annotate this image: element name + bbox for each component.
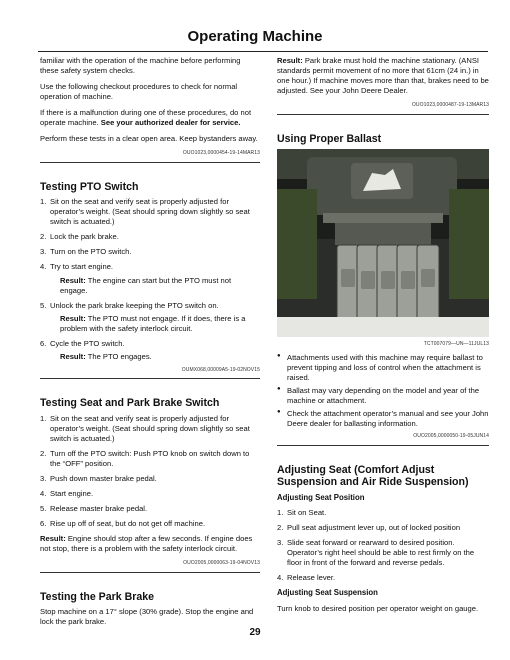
- seat-brake-steps-list: [40, 414, 260, 529]
- reference-code: OUO1023,0000454-19-14MAR13: [182, 150, 260, 157]
- section-heading-ballast: Using Proper Ballast: [277, 132, 382, 145]
- section-divider: [277, 445, 489, 446]
- section-heading-seat-brake: Testing Seat and Park Brake Switch: [40, 397, 220, 410]
- seat-suspension-text: Turn knob to desired position per operator weight on gauge.: [277, 603, 479, 613]
- subheading-seat-suspension: Adjusting Seat Suspension: [277, 588, 378, 598]
- section-heading-pto: Testing PTO Switch: [40, 180, 139, 193]
- intro-warning-text: If there is a malfunction during one of these procedures, do not operate machine.: [40, 108, 252, 128]
- image-reference-code: TCT007079—UN—11JUL13: [423, 341, 489, 348]
- list-item: 1. Sit on the seat and verify seat is properly adjusted for operator’s weight. (Seat should spring down slightly so seat switch is actuated.): [40, 413, 250, 443]
- list-item: ● Check the attachment operator’s manual and see your John Deere dealer for ballasting information.: [277, 409, 489, 429]
- list-item: 3. Push down master brake pedal.: [40, 473, 157, 483]
- list-item: 4. Try to start engine. Result: The engine can start but the PTO must not engage.: [40, 262, 260, 295]
- park-brake-text: Stop machine on a 17° slope (30% grade). Stop the engine and lock the park brake.: [40, 607, 254, 627]
- section-heading-seat: Adjusting Seat (Comfort Adjust Suspension and Air Ride Suspension): [277, 463, 469, 489]
- ballast-bullet-list: [277, 353, 489, 429]
- intro-paragraph-4: Perform these tests in a clear open area. Keep bystanders away.: [40, 134, 258, 144]
- list-item: 3. Turn on the PTO switch.: [40, 247, 132, 257]
- intro-paragraph-2: Use the following checkout procedures to check for normal operation of machine.: [40, 82, 238, 102]
- page-title: Operating Machine: [187, 28, 323, 45]
- right-column: [277, 56, 489, 620]
- list-item: 6. Rise up off of seat, but do not get off machine.: [40, 519, 206, 529]
- list-item: 4. Start engine.: [40, 489, 94, 498]
- tractor-ballast-illustration: [277, 149, 489, 337]
- list-item: 1. Sit on the seat and verify seat is properly adjusted for operator’s weight. (Seat should spring down slightly so seat switch is actuated.): [40, 197, 250, 227]
- list-item: 4. Release lever.: [277, 573, 336, 583]
- step-result: Result: The PTO engages.: [60, 351, 152, 361]
- reference-code: OUO1023,0000487-19-13MAR13: [411, 102, 489, 109]
- park-brake-result: Result: Park brake must hold the machine stationary. (ANSI standards permit movement of no more that 61cm (24 in.) in one hour.) If machine moves more than that, brakes need to be adjusted. See your John Deere Dealer.: [277, 56, 489, 96]
- list-item: 1. Sit on Seat.: [277, 508, 327, 518]
- list-item: ● Attachments used with this machine may require ballast to prevent tipping and loss of control when the attachment is raised.: [277, 353, 489, 383]
- section-heading-park-brake: Testing the Park Brake: [40, 590, 155, 603]
- reference-code: OUO2005,0000050-19-05JUN14: [413, 433, 489, 440]
- section-divider: [40, 162, 260, 163]
- reference-code: OUMX068,00009A5-19-02NOV15: [181, 366, 260, 373]
- intro-paragraph-1: familiar with the operation of the machine before performing these safety system checks.: [40, 56, 241, 76]
- left-column: [40, 56, 260, 633]
- step-result: Result: The engine can start but the PTO must not engage.: [60, 275, 232, 295]
- intro-paragraph-3: [40, 108, 260, 128]
- list-item: 5. Unlock the park brake keeping the PTO switch on. Result: The PTO must not engage. If it does, there is a problem with the safety interlock circuit.: [40, 301, 260, 334]
- section-divider: [40, 572, 260, 573]
- seat-brake-result: Result: Engine should stop after a few seconds. If engine does not stop, there is a problem with the safety interlock circuit.: [40, 534, 253, 554]
- list-item: 2. Pull seat adjustment lever up, out of locked position: [277, 523, 461, 533]
- section-divider: [40, 378, 260, 379]
- dealer-service-note: See your authorized dealer for service.: [100, 118, 241, 128]
- ballast-weights-photo: [277, 149, 489, 337]
- reference-code: OUO2005,0000063-19-04NOV13: [183, 560, 260, 567]
- section-divider: [277, 114, 489, 115]
- seat-steps-list: [277, 508, 489, 583]
- list-item: ● Ballast may vary depending on the model and year of the machine or attachment.: [277, 386, 489, 406]
- list-item: 2. Lock the park brake.: [40, 232, 119, 242]
- title-divider: [38, 51, 488, 52]
- page-number: 29: [249, 627, 261, 638]
- list-item: 3. Slide seat forward or rearward to desired position. Operator’s right heel should be able to rest firmly on the floor in front of the forward and reverse pedals.: [277, 538, 475, 568]
- subheading-seat-position: Adjusting Seat Position: [277, 493, 365, 503]
- list-item: 5. Release master brake pedal.: [40, 504, 148, 514]
- list-item: 2. Turn off the PTO switch: Push PTO knob on switch down to the “OFF” position.: [40, 448, 250, 468]
- list-item: 6. Cycle the PTO switch. Result: The PTO engages.: [40, 339, 260, 362]
- pto-steps-list: [40, 197, 260, 361]
- step-result: Result: The PTO must not engage. If it does, there is a problem with the safety interlock circuit.: [60, 313, 246, 333]
